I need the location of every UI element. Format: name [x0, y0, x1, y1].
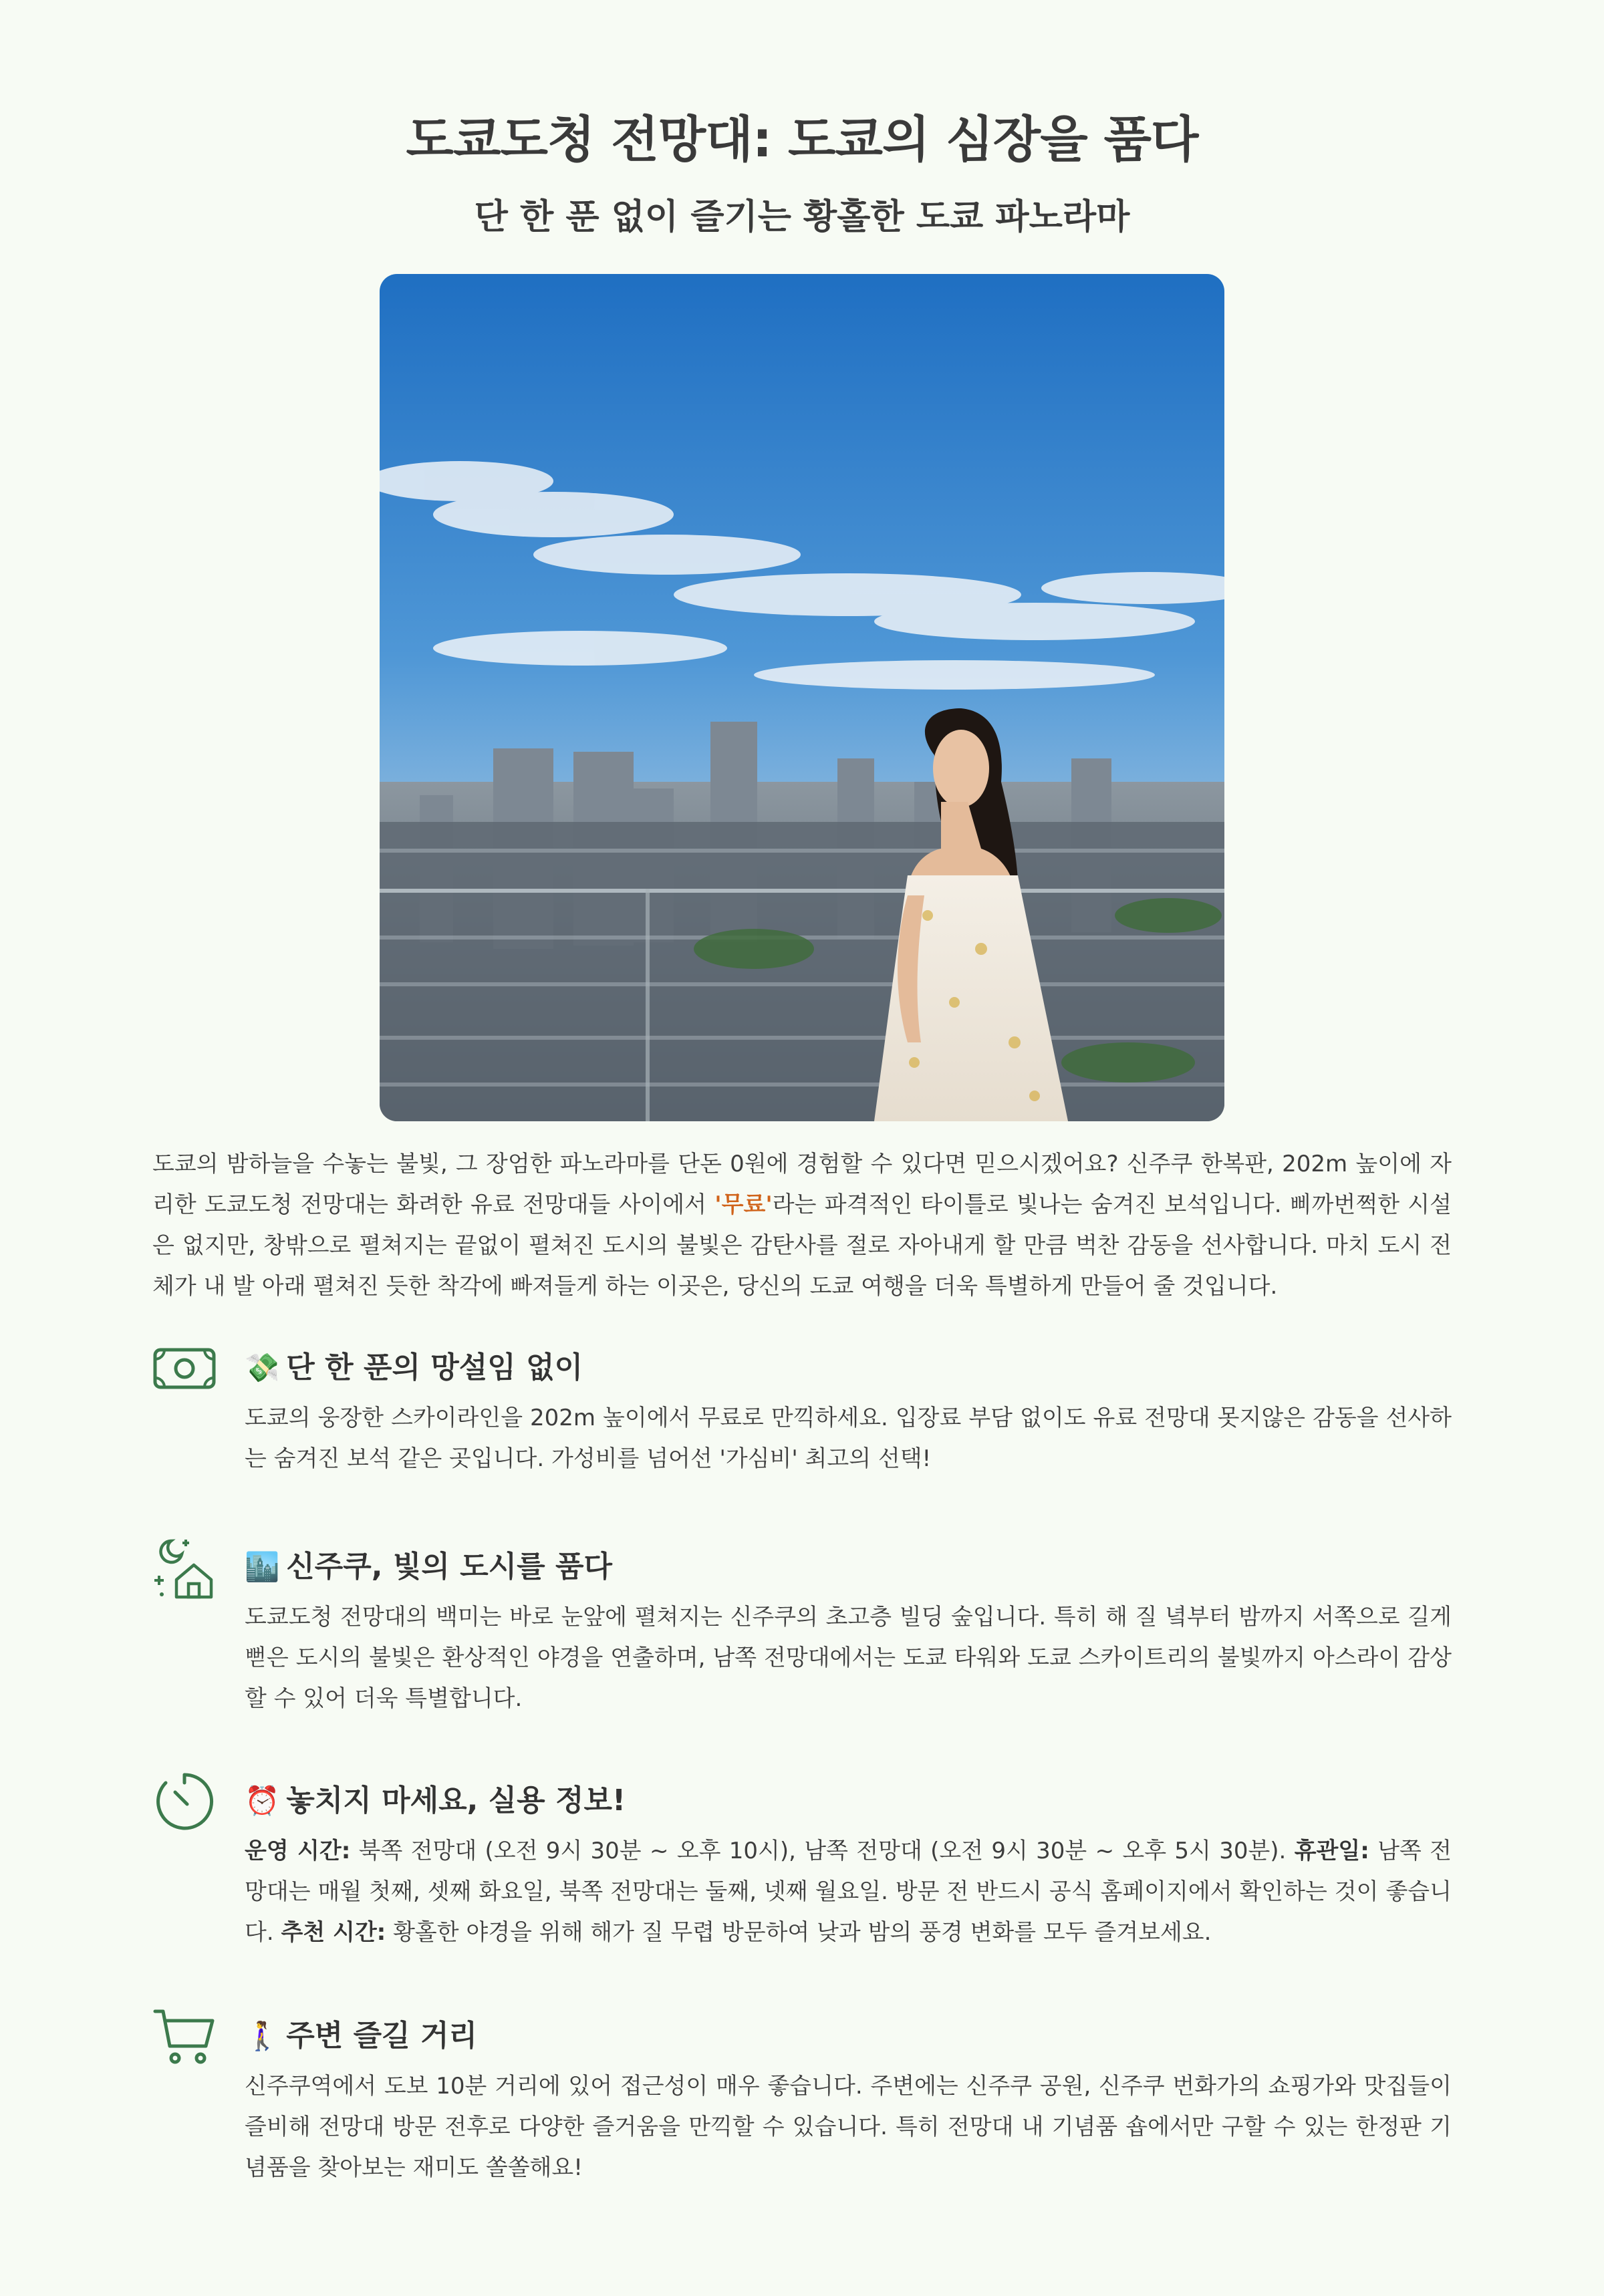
section-heading: 💸 단 한 푼의 망설임 없이	[245, 1350, 583, 1385]
section-body: 신주쿠역에서 도보 10분 거리에 있어 접근성이 매우 좋습니다. 주변에는 신주쿠 공원, 신주쿠 번화가의 쇼핑가와 맛집들이 즐비해 전망대 방문 전후로 다양한 즐거움을 만끽할 수 있습니다. 특히 전망대 내 기념품 숍에서만 구할 수 있는 한정판 기념품을 찾아보는 재미도 쏠쏠해요!	[245, 2073, 1452, 2181]
section-shinjuku	[152, 1536, 1452, 1723]
page-subtitle: 단 한 푼 없이 즐기는 황홀한 도쿄 파노라마	[474, 197, 1130, 237]
page-title: 도쿄도청 전망대: 도쿄의 심장을 품다	[406, 111, 1198, 168]
section-heading: 🏙️ 신주쿠, 빛의 도시를 품다	[245, 1550, 613, 1584]
free-highlight: '무료'	[714, 1191, 773, 1218]
section-nearby	[152, 2005, 1452, 2205]
section-free	[152, 1336, 1452, 1477]
section-body: 도쿄도청 전망대의 백미는 바로 눈앞에 펼쳐지는 신주쿠의 초고층 빌딩 숲입니다. 특히 해 질 녘부터 밤까지 서쪽으로 길게 뻗은 도시의 불빛은 환상적인 야경을 연출하며, 남쪽 전망대에서는 도쿄 타워와 도쿄 스카이트리의 불빛까지 아스라이 감상할 수 있어 더욱 특별합니다.	[245, 1604, 1452, 1712]
section-heading: ⏰ 놓치지 마세요, 실용 정보!	[245, 1783, 626, 1818]
timer-icon	[152, 1769, 217, 1834]
cart-icon	[152, 2005, 217, 2069]
hero-photo	[380, 274, 1224, 1121]
section-heading: 🚶‍♀️ 주변 즐길 거리	[245, 2019, 477, 2053]
night-home-icon	[152, 1536, 217, 1600]
section-body: 운영 시간: 북쪽 전망대 (오전 9시 30분 ~ 오후 10시), 남쪽 전망대 (오전 9시 30분 ~ 오후 5시 30분). 휴관일: 남쪽 전망대는 매월 첫째, 셋째 화요일, 북쪽 전망대는 둘째, 넷째 월요일. 방문 전 반드시 공식 홈페이지에서 확인하는 것이 좋습니다. 추천 시간: 황홀한 야경을 위해 해가 질 무렵 방문하여 낮과 밤의 풍경 변화를 모두 즐겨보세요.	[245, 1838, 1452, 1946]
money-icon	[152, 1336, 217, 1401]
intro-paragraph: 도쿄의 밤하늘을 수놓는 불빛, 그 장엄한 파노라마를 단돈 0원에 경험할 수 있다면 믿으시겠어요? 신주쿠 한복판, 202m 높이에 자리한 도쿄도청 전망대는 화려한 유료 전망대들 사이에서 '무료'라는 파격적인 타이틀로 빛나는 숨겨진 보석입니다. 삐까번쩍한 시설은 없지만, 창밖으로 펼쳐지는 끝없이 펼쳐진 도시의 불빛은 감탄사를 절로 자아내게 할 만큼 벅찬 감동을 선사합니다. 마치 도시 전체가 내 발 아래 펼쳐진 듯한 착각에 빠져들게 하는 이곳은, 당신의 도쿄 여행을 더욱 특별하게 만들어 줄 것입니다.	[152, 1151, 1452, 1300]
section-info	[152, 1769, 1452, 1957]
section-body: 도쿄의 웅장한 스카이라인을 202m 높이에서 무료로 만끽하세요. 입장료 부담 없이도 유료 전망대 못지않은 감동을 선사하는 숨겨진 보석 같은 곳입니다. 가성비를 넘어선 '가심비' 최고의 선택!	[245, 1405, 1452, 1472]
